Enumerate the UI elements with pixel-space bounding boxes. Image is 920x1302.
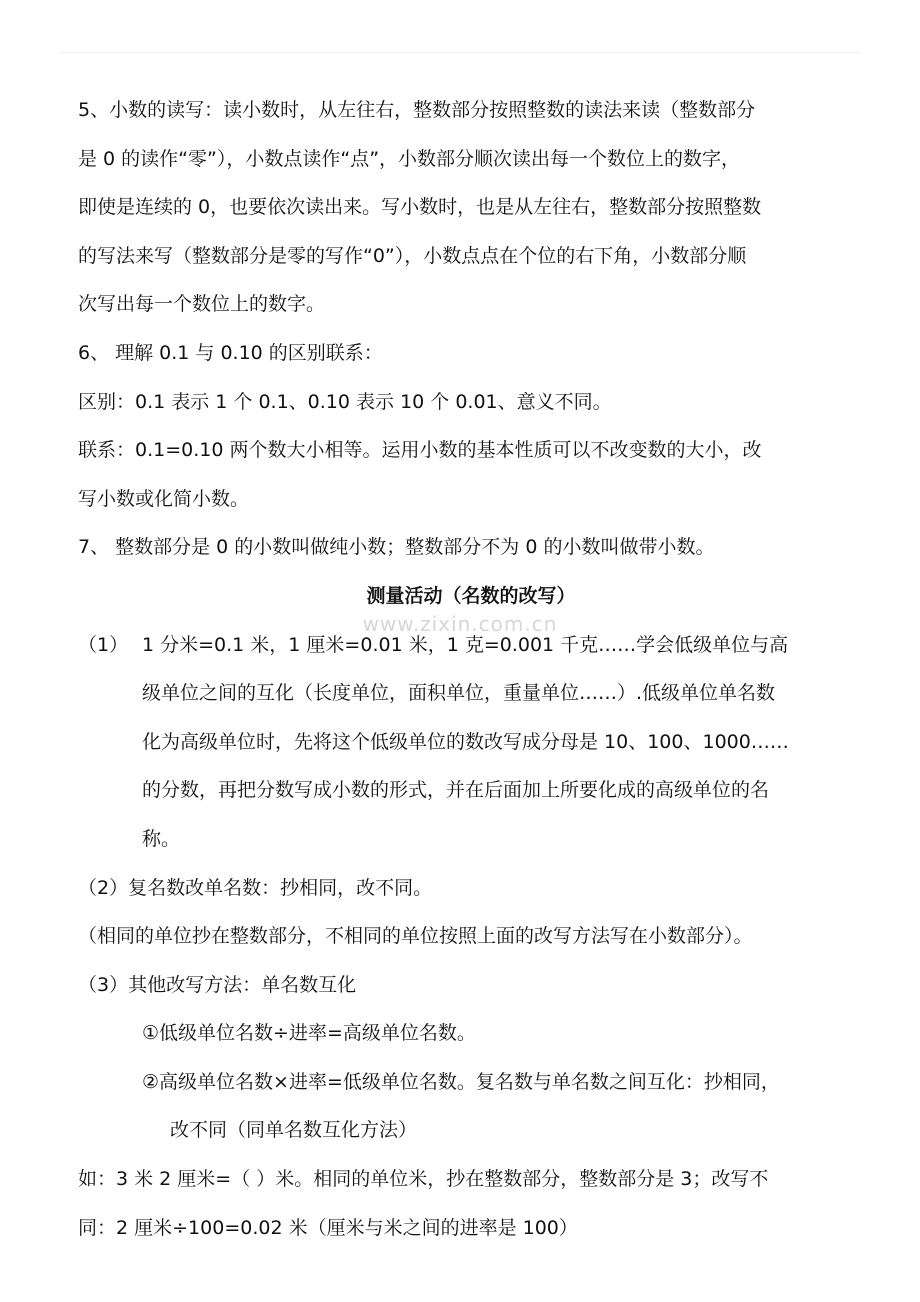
paragraph-5 [78, 86, 864, 329]
item-1-line-2: 级单位之间的互化（长度单位，面积单位，重量单位……）.低级单位单名数 [142, 682, 776, 705]
example-line-2: 同：2 厘米÷100=0.02 米（厘米与米之间的进率是 100） [78, 1216, 578, 1239]
paragraph-5-line-4: 的写法来写（整数部分是零的写作“0”），小数点点在个位的右下角，小数部分顺 [78, 244, 747, 267]
item-3: （3）其他改写方法：单名数互化 [78, 973, 357, 996]
watermark: www.zixin.com.cn [362, 612, 558, 636]
item-1-line-3: 化为高级单位时，先将这个低级单位的数改写成分母是 10、100、1000…… [142, 730, 789, 753]
sub-item-2-line-1: ②高级单位名数×进率=低级单位名数。复名数与单名数之间互化：抄相同， [142, 1070, 780, 1093]
document-body [78, 86, 864, 1252]
paragraph-7: 7、 整数部分是 0 的小数叫做纯小数；整数部分不为 0 的小数叫做带小数。 [78, 536, 715, 559]
section-heading: 测量活动（名数的改写） [366, 584, 576, 607]
connection-paragraph [78, 426, 864, 523]
item-1-line-1: 1 分米=0.1 米，1 厘米=0.01 米，1 克=0.001 千克……学会低级单位与高 [142, 633, 789, 656]
connection-line-1: 联系：0.1=0.10 两个数大小相等。运用小数的基本性质可以不改变数的大小，改 [78, 439, 762, 462]
paragraph-5-line-1: 5、小数的读写：读小数时，从左往右，整数部分按照整数的读法来读（整数部分 [78, 99, 756, 121]
sub-item-2-line-2: 改不同（同单名数互化方法） [170, 1119, 418, 1142]
paragraph-6: 6、 理解 0.1 与 0.10 的区别联系： [78, 341, 383, 364]
example-paragraph [78, 1155, 864, 1252]
item-1-label: （1） [78, 633, 129, 656]
item-1-line-4: 的分数，再把分数写成小数的形式，并在后面加上所要化成的高级单位的名 [142, 779, 770, 802]
item-2-note: （相同的单位抄在整数部分，不相同的单位按照上面的改写方法写在小数部分）。 [78, 925, 753, 948]
paragraph-5-line-2: 是 0 的读作“零”），小数点读作“点”，小数部分顺次读出每一个数位上的数字， [78, 147, 741, 170]
difference-line: 区别：0.1 表示 1 个 0.1、0.10 表示 10 个 0.01、意义不同。 [78, 390, 612, 413]
top-rule [60, 52, 860, 53]
sub-item-1: ①低级单位名数÷进率=高级单位名数。 [142, 1022, 476, 1045]
item-1-text [142, 621, 864, 864]
item-2: （2）复名数改单名数：抄相同，改不同。 [78, 876, 433, 899]
example-line-1: 如：3 米 2 厘米=（ ）米。相同的单位米，抄在整数部分，整数部分是 3；改写不 [78, 1168, 769, 1191]
paragraph-5-line-5: 次写出每一个数位上的数字。 [78, 293, 326, 316]
item-1 [78, 621, 864, 864]
connection-line-2: 写小数或化简小数。 [78, 487, 250, 510]
paragraph-5-line-3: 即使是连续的 0，也要依次读出来。写小数时，也是从左往右，整数部分按照整数 [78, 196, 762, 219]
item-1-line-5: 称。 [142, 827, 181, 850]
